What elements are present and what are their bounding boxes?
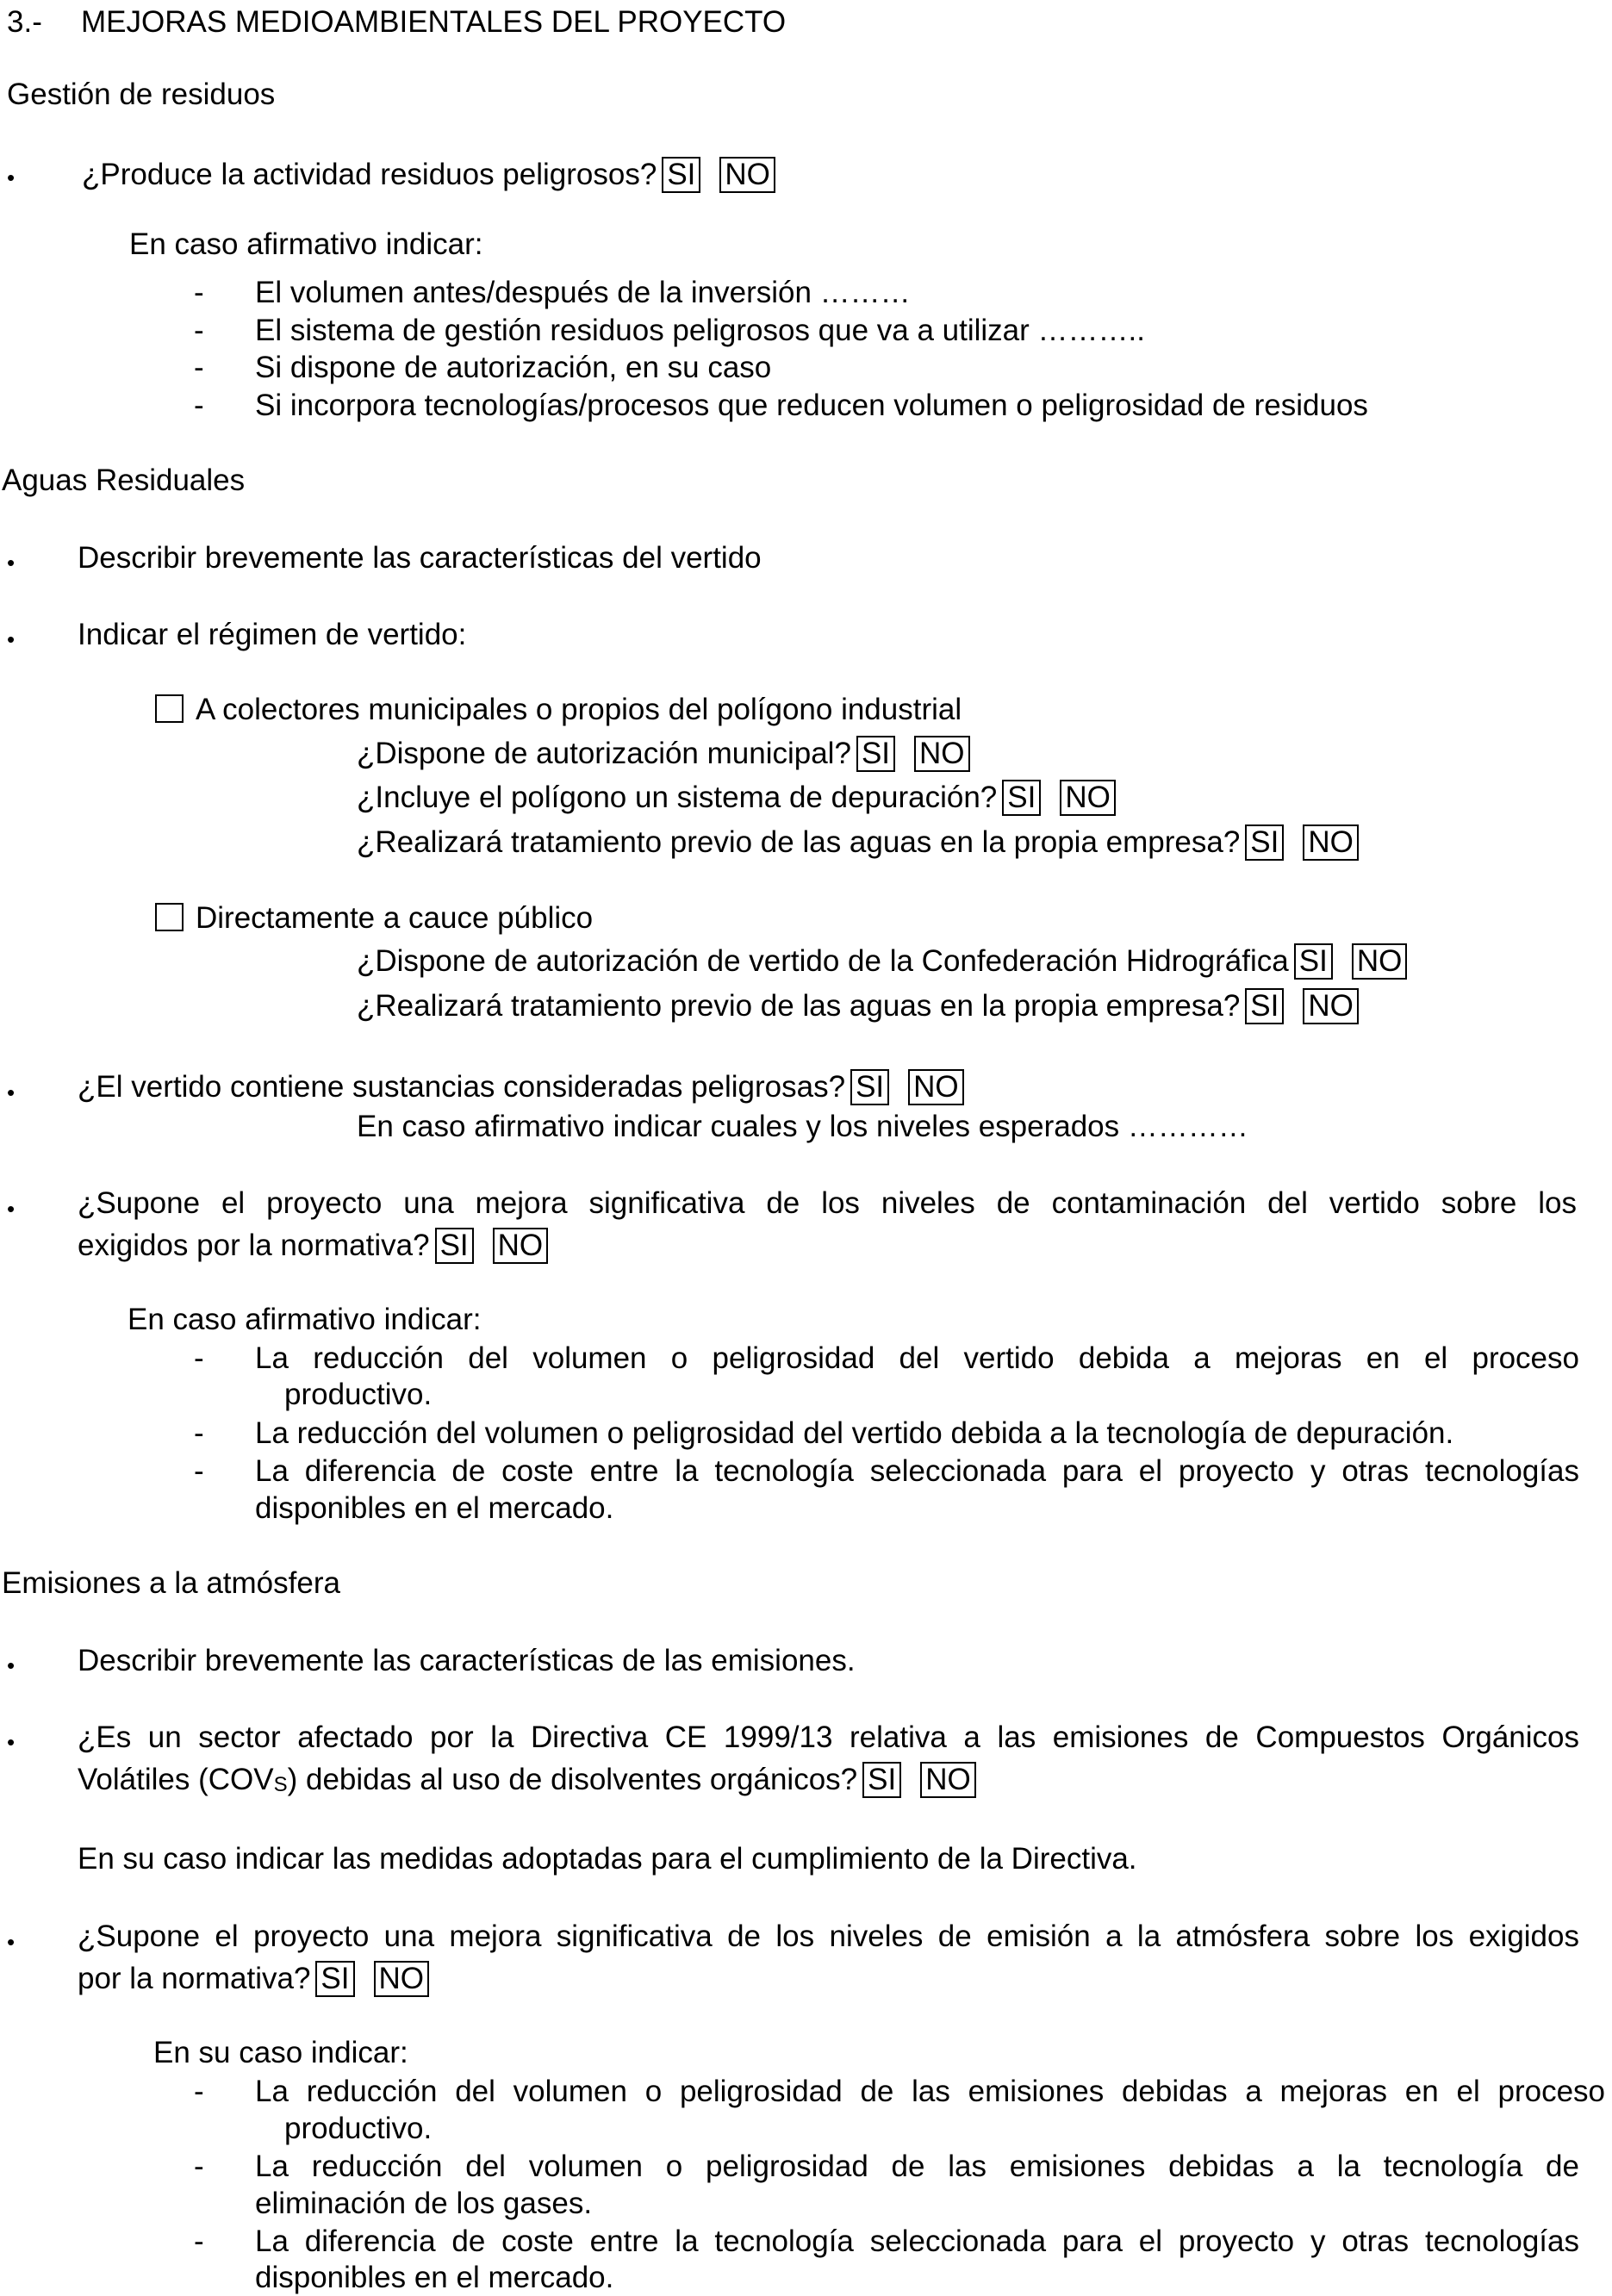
emisiones-bullet-2-line1: ¿Es un sector afectado por la Directiva CE 1999/13 relativa a las emisiones de Compuestos Orgánicos	[78, 1720, 1579, 1754]
no-box[interactable]: NO	[1303, 824, 1359, 861]
si-box[interactable]: SI	[850, 1069, 889, 1105]
emisiones-item-1: La reducción del volumen o peligrosidad de las emisiones debidas a mejoras en el proceso	[255, 2075, 1605, 2108]
dash: -	[194, 1341, 204, 1375]
bullet: •	[7, 1196, 16, 1222]
option-colectores: A colectores municipales o propios del polígono industrial	[155, 691, 962, 728]
no-box[interactable]: NO	[1303, 988, 1359, 1024]
residuos-item: Si incorpora tecnologías/procesos que reducen volumen o peligrosidad de residuos	[255, 389, 1368, 422]
dash: -	[194, 2150, 204, 2183]
si-box[interactable]: SI	[1294, 943, 1333, 980]
residuos-question: ¿Produce la actividad residuos peligrosos? SI NO	[82, 156, 775, 193]
dash: -	[194, 314, 204, 347]
bullet: •	[7, 1729, 16, 1755]
dash: -	[194, 389, 204, 422]
no-box[interactable]: NO	[908, 1069, 964, 1105]
section-number: 3.-	[7, 5, 42, 39]
residuos-item: Si dispone de autorización, en su caso	[255, 351, 772, 384]
aguas-item-1-cont: productivo.	[284, 1378, 433, 1411]
bullet: •	[7, 626, 16, 652]
checkbox-colectores[interactable]	[155, 694, 184, 723]
si-box[interactable]: SI	[856, 736, 895, 772]
emisiones-item-2-cont: eliminación de los gases.	[255, 2187, 593, 2220]
opt2-question-1: ¿Dispone de autorización de vertido de la Confederación Hidrográfica SI NO	[357, 943, 1407, 980]
aguas-bullet-3: ¿El vertido contiene sustancias consideradas peligrosas? SI NO	[78, 1068, 964, 1105]
opt1-question-1: ¿Dispone de autorización municipal? SI NO	[357, 735, 970, 772]
emisiones-bullet-1: Describir brevemente las características de las emisiones.	[78, 1644, 856, 1677]
aguas-item-3-cont: disponibles en el mercado.	[255, 1491, 614, 1525]
dash: -	[194, 1454, 204, 1488]
bullet: •	[7, 1929, 16, 1955]
dash: -	[194, 2075, 204, 2108]
emisiones-intro: En su caso indicar:	[153, 2036, 408, 2069]
aguas-item-2: La reducción del volumen o peligrosidad del vertido debida a la tecnología de depuración.	[255, 1416, 1454, 1450]
dash: -	[194, 351, 204, 384]
si-box[interactable]: SI	[1245, 988, 1284, 1024]
aguas-item-3: La diferencia de coste entre la tecnología seleccionada para el proyecto y otras tecnologías	[255, 1454, 1579, 1488]
opt1-question-3: ¿Realizará tratamiento previo de las aguas en la propia empresa? SI NO	[357, 824, 1359, 861]
emisiones-bullet-3-line1: ¿Supone el proyecto una mejora significativa de los niveles de emisión a la atmósfera sobre los exigidos	[78, 1920, 1579, 1953]
subscript-s: S	[273, 1773, 288, 1796]
dash: -	[194, 276, 204, 309]
residuos-title: Gestión de residuos	[7, 78, 276, 111]
si-box[interactable]: SI	[1245, 824, 1284, 861]
bullet: •	[7, 165, 16, 190]
bullet: •	[7, 1652, 16, 1678]
no-box[interactable]: NO	[920, 1762, 976, 1798]
no-box[interactable]: NO	[914, 736, 970, 772]
bullet: •	[7, 1080, 16, 1105]
no-box[interactable]: NO	[374, 1961, 430, 1997]
aguas-bullet-4-line2: exigidos por la normativa? SI NO	[78, 1227, 548, 1264]
emisiones-bullet-3-line2: por la normativa? SI NO	[78, 1960, 429, 1997]
aguas-bullet-2: Indicar el régimen de vertido:	[78, 618, 467, 651]
option-cauce: Directamente a cauce público	[155, 899, 593, 936]
si-box[interactable]: SI	[1002, 780, 1041, 816]
residuos-intro: En caso afirmativo indicar:	[129, 227, 483, 261]
si-box[interactable]: SI	[435, 1228, 474, 1264]
section-heading	[7, 3, 786, 40]
no-box[interactable]: NO	[1060, 780, 1116, 816]
si-box[interactable]: SI	[315, 1961, 354, 1997]
aguas-intro: En caso afirmativo indicar:	[128, 1303, 482, 1336]
emisiones-bullet-2-note: En su caso indicar las medidas adoptadas para el cumplimiento de la Directiva.	[78, 1842, 1137, 1876]
bullet: •	[7, 550, 16, 576]
emisiones-item-2: La reducción del volumen o peligrosidad de las emisiones debidas a la tecnología de	[255, 2150, 1579, 2183]
emisiones-item-3-cont: disponibles en el mercado.	[255, 2261, 614, 2294]
dash: -	[194, 2224, 204, 2258]
emisiones-item-1-cont: productivo.	[284, 2112, 433, 2145]
no-box[interactable]: NO	[719, 157, 775, 193]
si-box[interactable]: SI	[662, 157, 700, 193]
aguas-item-1: La reducción del volumen o peligrosidad del vertido debida a mejoras en el proceso	[255, 1341, 1579, 1375]
residuos-item: El sistema de gestión residuos peligrosos que va a utilizar ………..	[255, 314, 1145, 347]
dash: -	[194, 1416, 204, 1450]
section-title: MEJORAS MEDIOAMBIENTALES DEL PROYECTO	[81, 5, 787, 39]
checkbox-cauce[interactable]	[155, 903, 184, 931]
aguas-title: Aguas Residuales	[2, 464, 246, 497]
no-box[interactable]: NO	[493, 1228, 549, 1264]
opt2-question-2: ¿Realizará tratamiento previo de las aguas en la propia empresa? SI NO	[357, 987, 1359, 1024]
aguas-bullet-1: Describir brevemente las características del vertido	[78, 541, 762, 575]
si-box[interactable]: SI	[862, 1762, 901, 1798]
aguas-bullet-4-line1: ¿Supone el proyecto una mejora significativa de los niveles de contaminación del vertido sobre los	[78, 1186, 1577, 1220]
emisiones-title: Emisiones a la atmósfera	[2, 1566, 340, 1600]
aguas-bullet-3-sub: En caso afirmativo indicar cuales y los niveles esperados …………	[357, 1110, 1248, 1143]
residuos-item: El volumen antes/después de la inversión ………	[255, 276, 911, 309]
no-box[interactable]: NO	[1352, 943, 1408, 980]
emisiones-item-3: La diferencia de coste entre la tecnología seleccionada para el proyecto y otras tecnologías	[255, 2224, 1579, 2258]
opt1-question-2: ¿Incluye el polígono un sistema de depuración? SI NO	[357, 779, 1116, 816]
emisiones-bullet-2-line2: Volátiles $(COV_S)$ debidas al uso de disolventes orgánicos? SI NO	[78, 1761, 976, 1803]
